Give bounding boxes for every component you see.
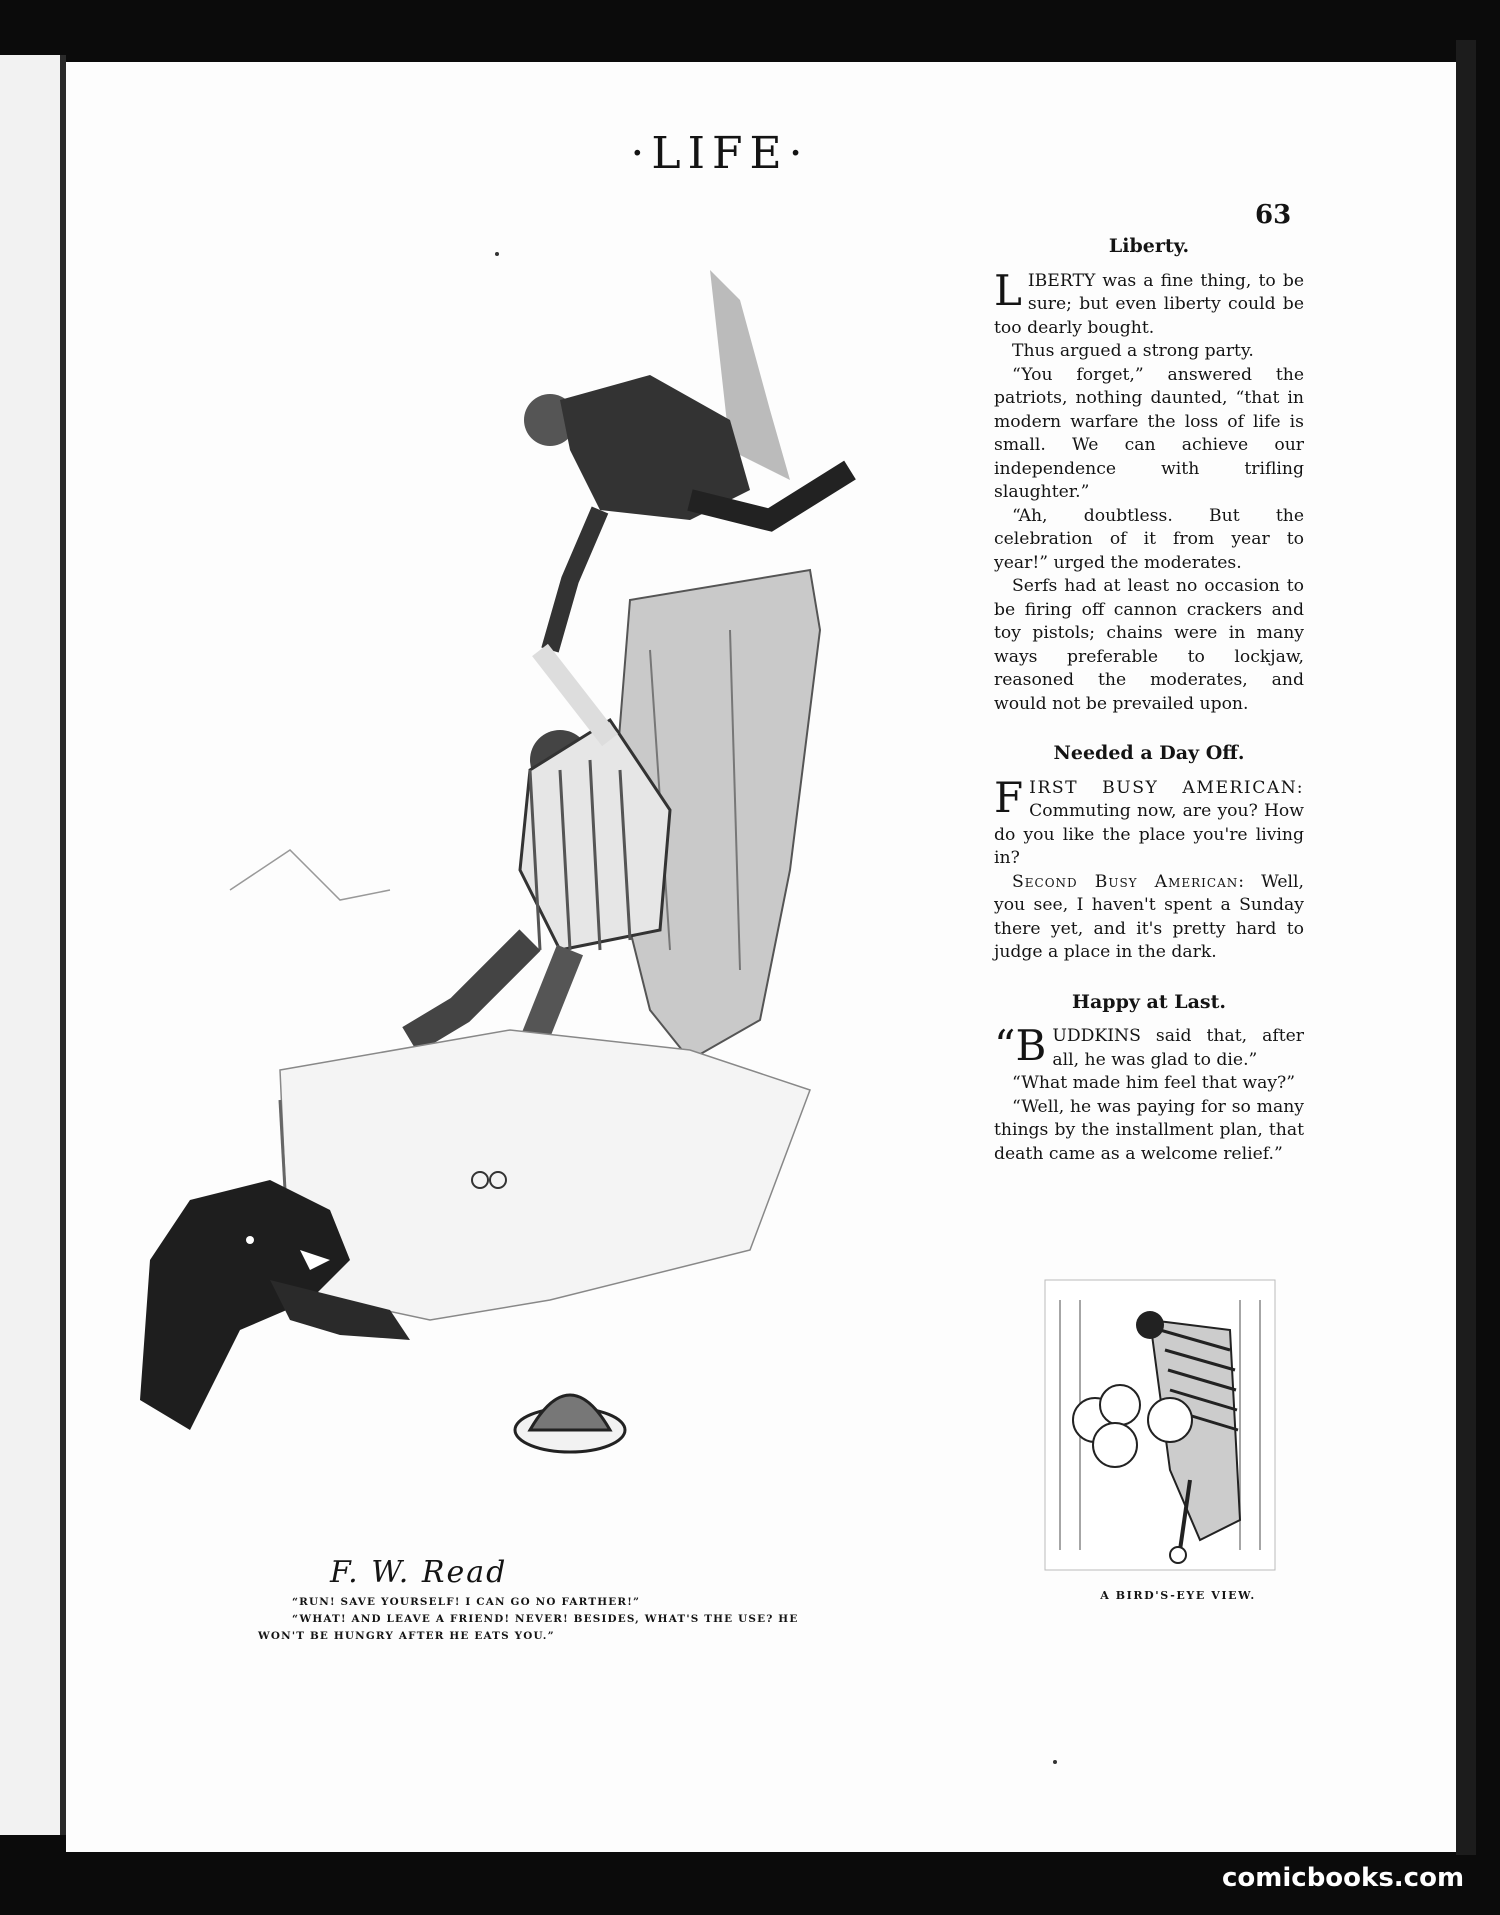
masthead: ·LIFE·	[630, 128, 810, 179]
drop-cap: “B	[994, 1021, 1047, 1070]
article-title: Happy at Last.	[1072, 990, 1226, 1013]
main-caption-line-2: “WHAT! AND LEAVE A FRIEND! NEVER! BESIDES, WHAT'S THE USE? HE WON'T BE HUNGRY AFTER HE EATS YOU.”	[258, 1613, 799, 1642]
main-caption-line-1: “RUN! SAVE YOURSELF! I CAN GO NO FARTHER!”	[292, 1596, 641, 1608]
article-paragraph: “You forget,” answered the patriots, nothing daunted, “that in modern warfare the loss of life is small. We can achieve our independence with trifling slaughter.”	[994, 364, 1304, 502]
main-illustration	[130, 250, 930, 1580]
mountain-sketch	[230, 850, 390, 900]
article-paragraph: Serfs had at least no occasion to be firing off cannon crackers and toy pistols; chains were in many ways preferable to lockjaw, reasoned the moderates, and would not be prevailed upon.	[994, 576, 1304, 714]
article-paragraph: “Ah, doubtless. But the celebration of it from year to year!” urged the moderates.	[994, 505, 1304, 573]
article-paragraph	[994, 265, 1304, 341]
dropped-hat	[515, 1395, 625, 1452]
article-paragraph: “Well, he was paying for so many things by the installment plan, that death came as a welcome relief.”	[994, 1096, 1304, 1164]
article-title: Needed a Day Off.	[1053, 742, 1245, 764]
paragraph-text: IBERTY was a fine thing, to be sure; but even liberty could be too dearly bought.	[994, 270, 1304, 338]
drop-cap: F	[994, 772, 1024, 822]
speaker-label: Second Busy American:	[1012, 871, 1246, 892]
birds-eye-caption: A BIRD'S-EYE VIEW.	[1100, 1589, 1256, 1602]
snow-ledge	[280, 1030, 810, 1320]
ink-speck	[495, 252, 499, 256]
article-title: Liberty.	[1108, 235, 1190, 257]
main-caption	[258, 1594, 838, 1645]
article-happy-at-last	[994, 991, 1304, 1167]
speaker-label: IRST BUSY AMERICAN:	[1029, 777, 1304, 798]
drop-cap: L	[994, 265, 1022, 315]
watermark: comicbooks.com	[1222, 1863, 1465, 1893]
artist-signature: F. W. Read	[330, 1555, 508, 1590]
article-paragraph	[994, 1021, 1304, 1072]
article-needed-a-day-off	[994, 742, 1304, 965]
article-liberty	[994, 235, 1304, 716]
text-column	[994, 235, 1304, 1166]
page-number: 63	[1255, 200, 1292, 230]
page-shadow	[1456, 40, 1476, 1855]
birds-eye-illustration	[1040, 1270, 1280, 1580]
article-paragraph: “What made him feel that way?”	[1012, 1073, 1296, 1093]
article-paragraph: Thus argued a strong party.	[1012, 341, 1254, 361]
facing-page-edge	[0, 55, 66, 1835]
paragraph-text: Well, you see, I haven't spent a Sunday there yet, and it's pretty hard to judge a place in the dark.	[994, 871, 1304, 962]
paragraph-text: UDDKINS said that, after all, he was glad to die.”	[1052, 1026, 1304, 1070]
paragraph-text: Commuting now, are you? How do you like the place you're living in?	[994, 801, 1304, 868]
ink-speck	[1053, 1760, 1057, 1764]
article-paragraph	[994, 871, 1304, 965]
article-paragraph	[994, 772, 1304, 871]
